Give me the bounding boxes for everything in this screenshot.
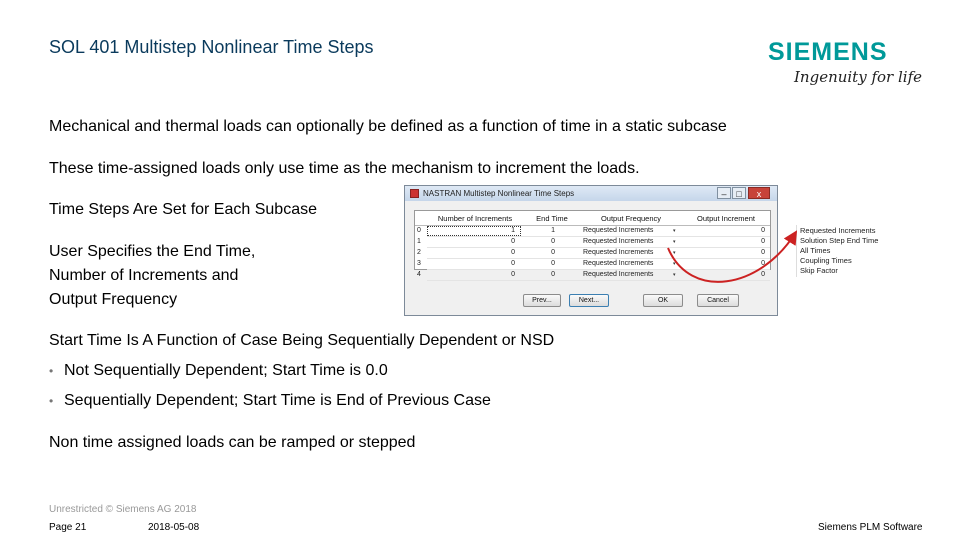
end-time-cell[interactable]: 0 [551, 260, 555, 267]
column-header-end-time[interactable]: End Time [536, 214, 568, 223]
frequency-cell[interactable]: Requested Increments [583, 227, 654, 234]
end-time-cell[interactable]: 0 [551, 271, 555, 278]
bullet-text: Not Sequentially Dependent; Start Time is 0.0 [64, 362, 388, 379]
increments-cell[interactable]: 0 [511, 249, 515, 256]
row-index: 1 [417, 238, 421, 245]
output-increment-cell[interactable]: 0 [761, 271, 765, 278]
dropdown-arrow-icon[interactable]: ▾ [673, 250, 676, 256]
text-user-specifies-1: User Specifies the End Time, [49, 243, 256, 260]
app-icon [410, 189, 419, 198]
close-button[interactable]: x [748, 187, 770, 199]
output-increment-cell[interactable]: 0 [761, 238, 765, 245]
dropdown-arrow-icon[interactable]: ▾ [673, 228, 676, 234]
increments-cell[interactable]: 0 [511, 238, 515, 245]
footer-date: 2018-05-08 [148, 522, 200, 533]
option-solution-step-end-time[interactable]: Solution Step End Time [800, 236, 879, 245]
increments-cell[interactable]: 0 [511, 271, 515, 278]
row-index: 0 [417, 227, 421, 234]
column-header-increments[interactable]: Number of Increments [437, 214, 513, 223]
text-start-time: Start Time Is A Function of Case Being Sequentially Dependent or NSD [49, 332, 555, 349]
maximize-button[interactable]: □ [732, 187, 746, 199]
logo-wordmark: SIEMENS [768, 38, 888, 66]
frequency-cell[interactable]: Requested Increments [583, 260, 654, 267]
logo-tagline: Ingenuity for life [794, 68, 922, 86]
prev-button[interactable]: Prev... [523, 294, 561, 307]
footer-copyright: Unrestricted © Siemens AG 2018 [49, 504, 197, 515]
output-increment-cell[interactable]: 0 [761, 227, 765, 234]
option-requested-increments[interactable]: Requested Increments [800, 226, 876, 235]
option-skip-factor[interactable]: Skip Factor [800, 266, 838, 275]
row-index: 4 [417, 271, 421, 278]
text-non-time-loads: Non time assigned loads can be ramped or stepped [49, 434, 416, 451]
end-time-cell[interactable]: 0 [551, 238, 555, 245]
bullet-text: Sequentially Dependent; Start Time is End of Previous Case [64, 392, 491, 409]
next-button[interactable]: Next... [569, 294, 609, 307]
bullet-sequential [49, 392, 491, 410]
increments-cell[interactable]: 0 [511, 260, 515, 267]
text-time-steps-set: Time Steps Are Set for Each Subcase [49, 201, 317, 218]
bullet-icon: • [49, 394, 54, 408]
option-all-times[interactable]: All Times [800, 246, 831, 255]
increments-cell[interactable]: 1 [511, 227, 515, 234]
dropdown-arrow-icon[interactable]: ▾ [673, 239, 676, 245]
dropdown-arrow-icon[interactable]: ▾ [673, 272, 676, 278]
dialog-title: NASTRAN Multistep Nonlinear Time Steps [423, 189, 575, 198]
frequency-cell[interactable]: Requested Increments [583, 238, 654, 245]
column-header-output-frequency[interactable]: Output Frequency [600, 214, 662, 223]
siemens-logo [768, 38, 922, 92]
dropdown-arrow-icon[interactable]: ▾ [673, 261, 676, 267]
text-user-specifies-3: Output Frequency [49, 291, 178, 308]
end-time-cell[interactable]: 1 [551, 227, 555, 234]
end-time-cell[interactable]: 0 [551, 249, 555, 256]
slide-title: SOL 401 Multistep Nonlinear Time Steps [49, 37, 374, 57]
frequency-cell[interactable]: Requested Increments [583, 249, 654, 256]
output-increment-cell[interactable]: 0 [761, 249, 765, 256]
row-divider [427, 280, 770, 281]
frequency-cell[interactable]: Requested Increments [583, 271, 654, 278]
output-increment-cell[interactable]: 0 [761, 260, 765, 267]
option-coupling-times[interactable]: Coupling Times [800, 256, 852, 265]
multistep-dialog [404, 185, 778, 316]
minimize-button[interactable]: – [717, 187, 731, 199]
text-time-assigned: These time-assigned loads only use time as the mechanism to increment the loads. [49, 160, 640, 177]
footer-company: Siemens PLM Software [818, 522, 923, 533]
column-header-output-increment[interactable]: Output Increment [697, 214, 755, 223]
output-frequency-options [796, 225, 903, 277]
cancel-button[interactable]: Cancel [697, 294, 739, 307]
time-steps-table [414, 210, 771, 278]
row-index: 3 [417, 260, 421, 267]
row-index: 2 [417, 249, 421, 256]
text-user-specifies-2: Number of Increments and [49, 267, 239, 284]
ok-button[interactable]: OK [643, 294, 683, 307]
dialog-titlebar [405, 186, 777, 201]
bullet-icon: • [49, 364, 54, 378]
bullet-not-sequential [49, 362, 388, 380]
text-loads-definition: Mechanical and thermal loads can optionally be defined as a function of time in a static subcase [49, 118, 727, 135]
footer-page: Page 21 [49, 522, 87, 533]
